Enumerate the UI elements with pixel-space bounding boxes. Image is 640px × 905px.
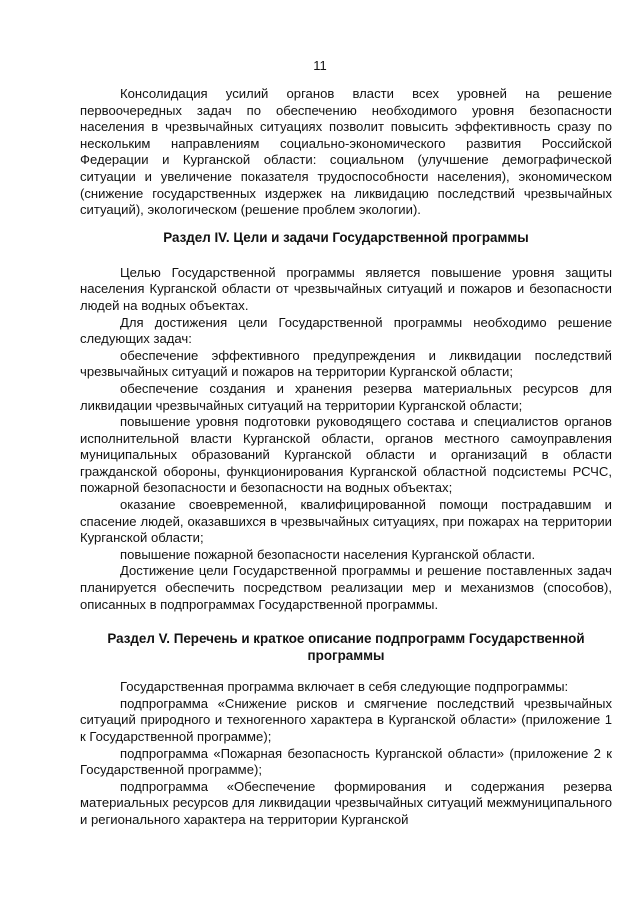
document-body [80, 86, 612, 829]
section-4-heading: Раздел IV. Цели и задачи Государственной программы [163, 229, 529, 245]
paragraph: подпрограмма «Снижение рисков и смягчение последствий чрезвычайных ситуаций природного и техногенного характера в Курганской области» (приложение 1 к Государственной программе); [80, 695, 612, 744]
intro-paragraph: Консолидация усилий органов власти всех уровней на решение первоочередных задач по обеспечению необходимого уровня безопасности населения в чрезвычайных ситуациях позволит повысить эффективность сразу по нескольким направлениям социально-экономического развития Российской Федерации и Курганской области: социальном (улучшение демографической ситуации и увеличение показателя трудоспособности населения), экономическом (снижение государственных издержек на ликвидацию последствий чрезвычайных ситуаций), экологическом (решение проблем экологии). [80, 86, 612, 218]
paragraph: обеспечение эффективного предупреждения и ликвидации последствий чрезвычайных ситуаций и пожаров на территории Курганской области; [80, 347, 612, 380]
paragraph: подпрограмма «Обеспечение формирования и содержания резерва материальных ресурсов для ликвидации чрезвычайных ситуаций межмуниципального и регионального характера на территории Курганской [80, 778, 612, 827]
paragraph: обеспечение создания и хранения резерва материальных ресурсов для ликвидации чрезвычайных ситуаций на территории Курганской области; [80, 380, 612, 413]
paragraph: Для достижения цели Государственной программы необходимо решение следующих задач: [80, 314, 612, 347]
page-number: 11 [313, 58, 327, 73]
paragraph: подпрограмма «Пожарная безопасность Курганской области» (приложение 2 к Государственной программе); [80, 745, 612, 778]
paragraph: Достижение цели Государственной программы и решение поставленных задач планируется обеспечить посредством реализации мер и механизмов (способов), описанных в подпрограммах Государственной программы. [80, 563, 612, 612]
paragraph: оказание своевременной, квалифицированной помощи пострадавшим и спасение людей, оказавшихся в чрезвычайных ситуациях, при пожарах на территории Курганской области; [80, 497, 612, 546]
paragraph: Государственная программа включает в себя следующие подпрограммы: [120, 679, 569, 695]
section-5-heading: Раздел V. Перечень и краткое описание подпрограмм Государственной программы [107, 631, 585, 664]
paragraph: Целью Государственной программы является повышение уровня защиты населения Курганской области от чрезвычайных ситуаций и пожаров и безопасности людей на водных объектах. [80, 264, 612, 313]
paragraph: повышение пожарной безопасности населения Курганской области. [120, 546, 536, 562]
paragraph: повышение уровня подготовки руководящего состава и специалистов органов исполнительной власти Курганской области, органов местного самоуправления муниципальных образований Курганской области и организаций в области гражданской обороны, функционирования Курганской областной подсистемы РСЧС, пожарной безопасности и безопасности на водных объектах; [80, 414, 612, 496]
